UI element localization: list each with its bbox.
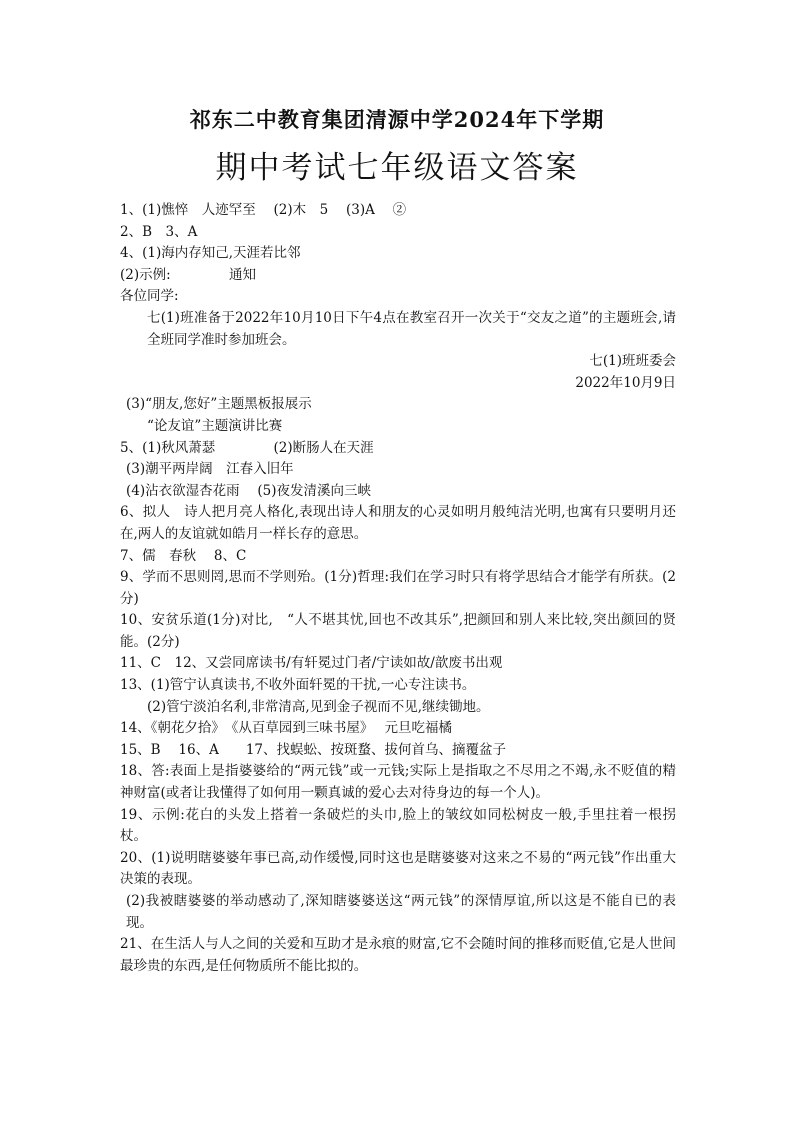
answer-13-1: 13、(1)管宁认真读书,不收外面轩冕的干扰,一心专注读书。 bbox=[120, 677, 476, 694]
answer-4-3: (3)“朋友,您好”主题黑板报展示 bbox=[126, 396, 312, 413]
answer-6: 6、拟人 诗人把月亮人格化,表现出诗人和朋友的心灵如明月般纯洁光明,也寓有只要明月还在,两人的友谊就如皓月一样长存的意思。 bbox=[120, 504, 676, 542]
answer-2-3: 2、B 3、A bbox=[120, 223, 198, 240]
answer-18: 18、答:表面上是指婆婆给的“两元钱”或一元钱;实际上是指取之不尽用之不竭,永不贬值的精神财富(或者让我懂得了如何用一颗真诚的爱心去对待身边的每一个人)。 bbox=[120, 763, 676, 802]
answer-5-1: 5、(1)秋风萧瑟 (2)断肠人在天涯 bbox=[120, 439, 374, 456]
answer-13-2: (2)管宁淡泊名利,非常清高,见到金子视而不见,继续锄地。 bbox=[147, 698, 490, 715]
answer-list bbox=[120, 200, 676, 977]
notice-body: 七(1)班准备于2022年10月10日下午4点在教室召开一次关于“交友之道”的主题班会,请全班同学准时参加班会。 bbox=[147, 309, 676, 348]
answer-1: 1、(1)憔悴 人迹罕至 (2)木 5 (3)A ② bbox=[120, 202, 407, 218]
answer-19: 19、示例:花白的头发上搭着一条破烂的头巾,脸上的皱纹如同松树皮一般,手里拄着一根拐杖。 bbox=[120, 806, 676, 845]
notice-signature: 七(1)班班委会 bbox=[589, 353, 676, 370]
answer-20-1: 20、(1)说明瞎婆婆年事已高,动作缓慢,同时这也是瞎婆婆对这来之不易的“两元钱”作出重大决策的表现。 bbox=[120, 849, 676, 888]
answer-9: 9、学而不思则罔,思而不学则殆。(1分)哲理:我们在学习时只有将学思结合才能学有所获。(2分) bbox=[120, 569, 676, 607]
answer-14: 14、《朝花夕拾》 《从百草园到三味书屋》 元旦吃福橘 bbox=[120, 720, 452, 737]
answer-20-2: (2)我被瞎婆婆的举动感动了,深知瞎婆婆送这“两元钱”的深情厚谊,所以这是不能自已的表现。 bbox=[126, 893, 676, 931]
answer-11-12: 11、C 12、又尝同席读书/有轩冕过门者/宁读如故/歆废书出观 bbox=[120, 655, 503, 672]
answer-5-4: (4)沾衣欲湿杏花雨 (5)夜发清溪向三峡 bbox=[126, 482, 372, 499]
answer-4-2: (2)示例: 通知 bbox=[120, 266, 256, 283]
answer-4-3b: “论友谊”主题演讲比赛 bbox=[147, 417, 283, 434]
answer-4-1: 4、(1)海内存知己,天涯若比邻 bbox=[120, 245, 301, 262]
answer-7-8: 7、儒 春秋 8、C bbox=[120, 547, 247, 564]
answer-10: 10、安贫乐道(1分)对比, “人不堪其忧,回也不改其乐”,把颜回和别人来比较,突出颜回的贤能。(2分) bbox=[120, 612, 676, 650]
notice-greeting: 各位同学: bbox=[120, 288, 179, 305]
answer-15-17: 15、B 16、A 17、找蜈蚣、按斑蝥、拔何首乌、摘覆盆子 bbox=[120, 741, 506, 758]
answer-21: 21、在生活人与人之间的关爱和互助才是永痕的财富,它不会随时间的推移而贬值,它是人世间最珍贵的东西,是任何物质所不能比拟的。 bbox=[120, 936, 676, 974]
notice-date: 2022年10月9日 bbox=[575, 374, 676, 391]
exam-title: 期中考试七年级语文答案 bbox=[215, 150, 579, 186]
school-term-heading: 祁东二中教育集团清源中学2024年下学期 bbox=[189, 107, 605, 132]
answer-5-3: (3)潮平两岸阔 江春入旧年 bbox=[126, 461, 294, 478]
